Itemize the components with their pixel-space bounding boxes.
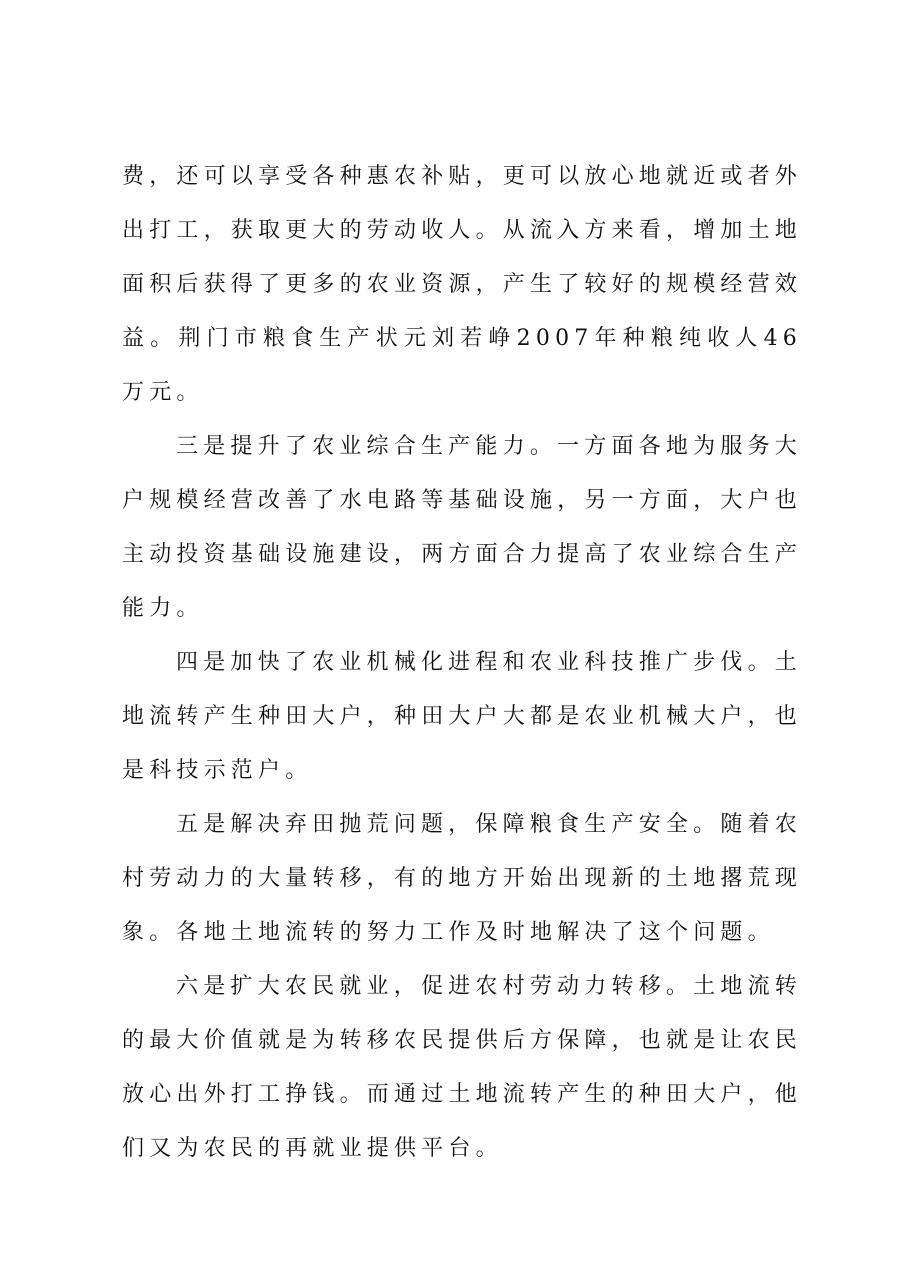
document-body <box>122 150 802 1176</box>
paragraph-point-three: 三是提升了农业综合生产能力。一方面各地为服务大户规模经营改善了水电路等基础设施，另一方面，大户也主动投资基础设施建设，两方面合力提高了农业综合生产能力。 <box>122 434 803 621</box>
paragraph-point-six: 六是扩大农民就业，促进农村劳动力转移。土地流转的最大价值就是为转移农民提供后方保障，也就是让农民放心出外打工挣钱。而通过土地流转产生的种田大户，他们又为农民的再就业提供平台。 <box>122 974 803 1161</box>
paragraph-continuation: 费，还可以享受各种惠农补贴，更可以放心地就近或者外出打工，获取更大的劳动收人。从流入方来看，增加土地面积后获得了更多的农业资源，产生了较好的规模经营效益。荆门市粮食生产状元刘若峥2007年种粮纯收人46万元。 <box>122 164 803 405</box>
paragraph-point-five: 五是解决弃田抛荒问题，保障粮食生产安全。随着农村劳动力的大量转移，有的地方开始出现新的土地撂荒现象。各地土地流转的努力工作及时地解决了这个问题。 <box>122 812 803 945</box>
paragraph-point-four: 四是加快了农业机械化进程和农业科技推广步伐。土地流转产生种田大户，种田大户大都是农业机械大户，也是科技示范户。 <box>122 650 803 783</box>
